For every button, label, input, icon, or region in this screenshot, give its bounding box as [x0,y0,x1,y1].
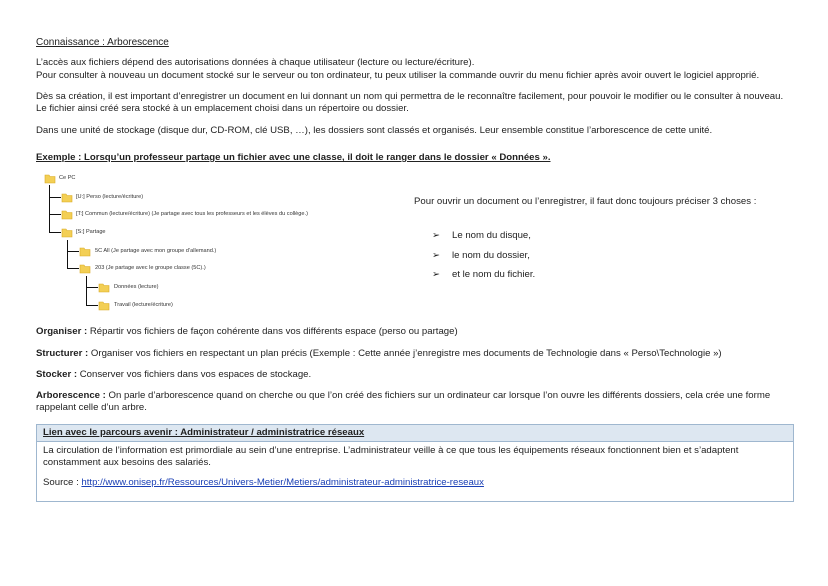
tree-label-perso: [U:] Perso (lecture/écriture) [76,194,144,200]
definition-organiser: Organiser : Répartir vos fichiers de façon cohérente dans vos différents espace (perso ou partage) [36,326,458,337]
example-title: Exemple : Lorsqu’un professeur partage un fichier avec une classe, il doit le ranger dans le dossier « Données ». [36,152,551,163]
tree-label-allemand: 5C All (Je partage avec mon groupe d’allemand.) [95,248,217,254]
right-intro: Pour ouvrir un document ou l’enregistrer, il faut donc toujours préciser 3 choses : [414,196,757,207]
career-box [36,424,794,502]
paragraph-access: L’accès aux fichiers dépend des autorisations données à chaque utilisateur (lecture ou lecture/écriture). [36,57,475,68]
arrow-icon: ➢ [432,269,441,280]
source-link[interactable]: http://www.onisep.fr/Ressources/Univers-Metier/Metiers/administrateur-administratrice-reseaux [81,476,484,488]
arrow-icon: ➢ [432,230,441,241]
bullet-item: ➢ le nom du dossier, [432,250,530,261]
folder-icon [98,299,110,311]
paragraph-storage: Dans une unité de stockage (disque dur, CD-ROM, clé USB, …), les dossiers sont classés et organisés. Leur ensemble constitue l’arborescence de cette unité. [36,125,713,136]
folder-icon [98,281,110,293]
paragraph-open: Pour consulter à nouveau un document stocké sur le serveur ou ton ordinateur, tu peux utiliser la commande ouvrir du menu fichier après avoir ouvert le logiciel approprié. [36,70,760,81]
tree-label-donnees: Données (lecture) [114,284,159,290]
folder-icon [61,191,73,203]
tree-label-partage: [S:] Partage [76,229,106,235]
career-box-header: Lien avec le parcours avenir : Administrateur / administratrice réseaux [37,425,793,442]
folder-icon [61,208,73,220]
bullet-item: ➢ Le nom du disque, [432,230,531,241]
bullet-item: ➢ et le nom du fichier. [432,269,536,280]
tree-label-travail: Travail (lecture/écriture) [114,302,173,308]
folder-icon [44,172,56,184]
tree-label-commun: [T:] Commun (lecture/écriture) (Je partage avec tous les professeurs et les élèves du collège.) [76,211,308,217]
folder-icon [79,245,91,257]
definition-stocker: Stocker : Conserver vos fichiers dans vos espaces de stockage. [36,369,312,380]
source-line: Source : http://www.onisep.fr/Ressources/Univers-Metier/Metiers/administrateur-administratrice-reseaux [43,476,484,488]
page-title: Connaissance : Arborescence [36,37,169,48]
career-box-body: La circulation de l’information est primordiale au sein d’une entreprise. L’administrateur veille à ce que tous les équipements réseaux fonctionnent bien et s’adaptent constamment aux besoins des salariés. Source : http://www.onisep.fr/Ressources/Univers-Metier/Metiers/administrateur-administratrice-reseaux [43,445,783,489]
folder-icon [79,262,91,274]
arrow-icon: ➢ [432,250,441,261]
tree-label-classe: 203 (Je partage avec le groupe classe (5C).) [95,265,206,271]
paragraph-creation: Dès sa création, il est important d’enregistrer un document en lui donnant un nom qui permettra de le reconnaître facilement, pour pouvoir le modifier ou le consulter à nouveau. Le fichier ainsi créé sera stocké à un emplacement choisi dans un répertoire ou dossier. [36,91,784,115]
definition-arborescence: Arborescence : On parle d’arborescence quand on cherche ou que l’on créé des fichiers sur un ordinateur car lorsque l’on ouvre les différents dossiers, cela crée une forme rappelant celle d’un arbre. [36,390,771,414]
definition-structurer: Structurer : Organiser vos fichiers en respectant un plan précis (Exemple : Cette année j’enregistre mes documents de Technologie dans « Perso\Technologie ») [36,348,722,359]
tree-label-root: Ce PC [59,175,76,181]
folder-icon [61,226,73,238]
